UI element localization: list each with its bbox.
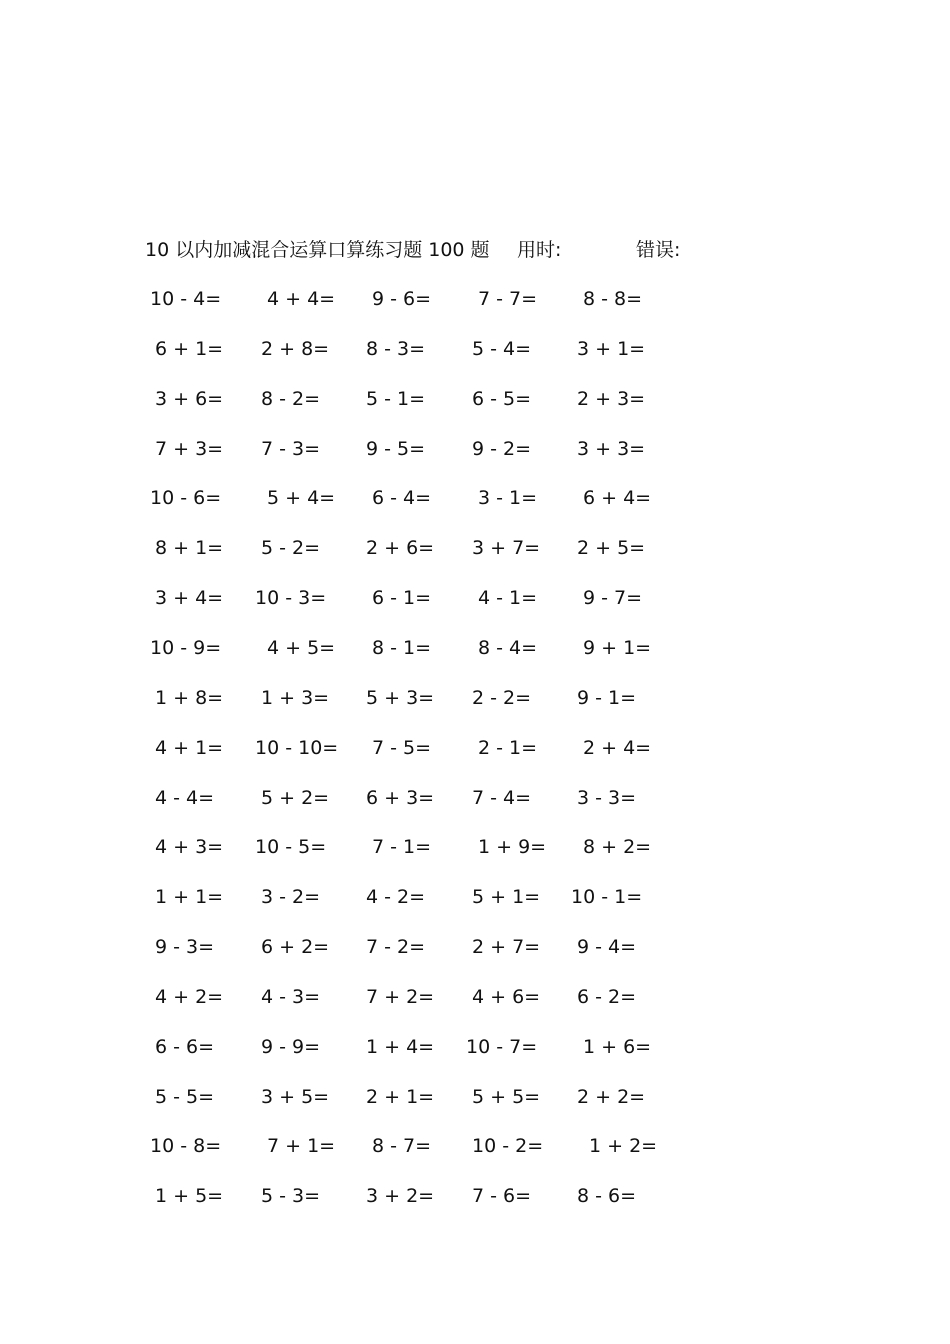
problem-cell: 10 - 4=: [150, 288, 222, 310]
problem-row: [0, 434, 950, 464]
problem-row: [0, 783, 950, 813]
problem-cell: 6 + 4=: [583, 487, 652, 510]
problem-row: [0, 882, 950, 912]
problem-cell: 1 + 5=: [155, 1185, 224, 1208]
problem-cell: 2 + 1=: [366, 1085, 435, 1108]
problem-cell: 2 + 8=: [261, 337, 330, 360]
problem-cell: 4 + 6=: [472, 985, 541, 1008]
problem-cell: 7 - 2=: [366, 936, 426, 959]
problem-cell: 5 + 3=: [366, 686, 435, 709]
problem-cell: 8 - 7=: [372, 1135, 432, 1158]
problem-row: [0, 1181, 950, 1211]
problem-cell: 9 - 5=: [366, 437, 426, 460]
problem-cell: 9 - 2=: [472, 437, 532, 460]
problem-cell: 7 + 3=: [155, 437, 224, 460]
problem-cell: 5 - 5=: [155, 1085, 215, 1108]
problem-cell: 5 + 2=: [261, 786, 330, 809]
problem-cell: 2 - 1=: [478, 736, 538, 759]
problem-cell: 4 + 2=: [155, 985, 224, 1008]
problem-cell: 5 + 5=: [472, 1085, 541, 1108]
problem-cell: 6 - 6=: [155, 1035, 215, 1058]
problem-cell: 4 - 3=: [261, 985, 321, 1008]
problem-cell: 7 - 7=: [478, 288, 538, 310]
problem-row: [0, 1032, 950, 1062]
problem-cell: 1 + 9=: [478, 836, 547, 859]
problem-cell: 1 + 6=: [583, 1035, 652, 1058]
problem-cell: 4 + 1=: [155, 736, 224, 759]
problem-cell: 9 - 4=: [577, 936, 637, 959]
problem-row: [0, 483, 950, 513]
problem-cell: 3 + 4=: [155, 587, 224, 610]
problem-cell: 3 + 3=: [577, 437, 646, 460]
problem-cell: 5 - 2=: [261, 537, 321, 560]
problem-row: [0, 533, 950, 563]
problem-cell: 10 - 7=: [466, 1035, 538, 1058]
problem-cell: 8 - 6=: [577, 1185, 637, 1208]
problem-cell: 10 - 9=: [150, 636, 222, 659]
problem-cell: 7 - 5=: [372, 736, 432, 759]
problem-cell: 10 - 3=: [255, 587, 327, 610]
problem-cell: 9 - 9=: [261, 1035, 321, 1058]
problem-cell: 6 - 1=: [372, 587, 432, 610]
problem-cell: 8 - 8=: [583, 288, 643, 310]
problem-row: [0, 633, 950, 663]
problem-cell: 10 - 2=: [472, 1135, 544, 1158]
problem-row: [0, 683, 950, 713]
time-used-label: 用时:: [517, 239, 562, 261]
problem-cell: 1 + 1=: [155, 886, 224, 909]
problem-cell: 6 + 2=: [261, 936, 330, 959]
problem-cell: 9 - 6=: [372, 288, 432, 310]
problem-cell: 3 - 1=: [478, 487, 538, 510]
problem-cell: 7 + 1=: [267, 1135, 336, 1158]
problem-row: [0, 982, 950, 1012]
problem-row: [0, 384, 950, 414]
problem-cell: 7 - 1=: [372, 836, 432, 859]
problem-cell: 8 - 4=: [478, 636, 538, 659]
problem-cell: 7 - 3=: [261, 437, 321, 460]
problem-cell: 2 + 7=: [472, 936, 541, 959]
problem-cell: 4 + 5=: [267, 636, 336, 659]
problem-cell: 2 + 2=: [577, 1085, 646, 1108]
problem-cell: 3 + 6=: [155, 387, 224, 410]
problem-cell: 6 + 3=: [366, 786, 435, 809]
problem-cell: 3 + 7=: [472, 537, 541, 560]
problem-cell: 2 + 3=: [577, 387, 646, 410]
problem-cell: 2 + 6=: [366, 537, 435, 560]
problem-cell: 1 + 2=: [589, 1135, 658, 1158]
problem-cell: 10 - 5=: [255, 836, 327, 859]
problem-row: [0, 1082, 950, 1112]
problem-cell: 5 + 4=: [267, 487, 336, 510]
worksheet-title: 10 以内加减混合运算口算练习题 100 题: [145, 239, 490, 261]
problem-cell: 2 + 5=: [577, 537, 646, 560]
problem-row: [0, 284, 950, 314]
problem-cell: 2 + 4=: [583, 736, 652, 759]
problem-cell: 8 - 2=: [261, 387, 321, 410]
problem-cell: 7 - 4=: [472, 786, 532, 809]
problem-row: [0, 832, 950, 862]
problem-cell: 3 - 2=: [261, 886, 321, 909]
problem-cell: 5 - 3=: [261, 1185, 321, 1208]
problem-cell: 1 + 3=: [261, 686, 330, 709]
problem-cell: 3 - 3=: [577, 786, 637, 809]
problem-cell: 4 - 1=: [478, 587, 538, 610]
problem-cell: 5 - 1=: [366, 387, 426, 410]
problem-cell: 6 - 4=: [372, 487, 432, 510]
problem-cell: 3 + 2=: [366, 1185, 435, 1208]
problem-cell: 4 + 4=: [267, 288, 336, 310]
problem-cell: 8 - 3=: [366, 337, 426, 360]
problem-cell: 5 + 1=: [472, 886, 541, 909]
problem-row: [0, 733, 950, 763]
problem-cell: 10 - 6=: [150, 487, 222, 510]
problem-cell: 4 - 2=: [366, 886, 426, 909]
problem-cell: 1 + 8=: [155, 686, 224, 709]
problem-cell: 8 + 2=: [583, 836, 652, 859]
problem-cell: 1 + 4=: [366, 1035, 435, 1058]
problem-cell: 2 - 2=: [472, 686, 532, 709]
problem-cell: 10 - 8=: [150, 1135, 222, 1158]
problem-cell: 8 - 1=: [372, 636, 432, 659]
problem-cell: 5 - 4=: [472, 337, 532, 360]
problem-cell: 3 + 1=: [577, 337, 646, 360]
problem-cell: 9 - 7=: [583, 587, 643, 610]
problem-cell: 7 - 6=: [472, 1185, 532, 1208]
problem-cell: 9 - 1=: [577, 686, 637, 709]
problem-cell: 7 + 2=: [366, 985, 435, 1008]
problem-cell: 9 - 3=: [155, 936, 215, 959]
problem-cell: 8 + 1=: [155, 537, 224, 560]
error-count-label: 错误:: [636, 239, 681, 261]
problem-cell: 6 + 1=: [155, 337, 224, 360]
problem-cell: 6 - 2=: [577, 985, 637, 1008]
problem-cell: 10 - 1=: [571, 886, 643, 909]
problem-cell: 4 + 3=: [155, 836, 224, 859]
problem-row: [0, 334, 950, 364]
problem-cell: 9 + 1=: [583, 636, 652, 659]
problem-cell: 6 - 5=: [472, 387, 532, 410]
problem-row: [0, 932, 950, 962]
problem-row: [0, 583, 950, 613]
problem-cell: 3 + 5=: [261, 1085, 330, 1108]
problem-row: [0, 1131, 950, 1161]
problem-cell: 10 - 10=: [255, 736, 339, 759]
problem-cell: 4 - 4=: [155, 786, 215, 809]
